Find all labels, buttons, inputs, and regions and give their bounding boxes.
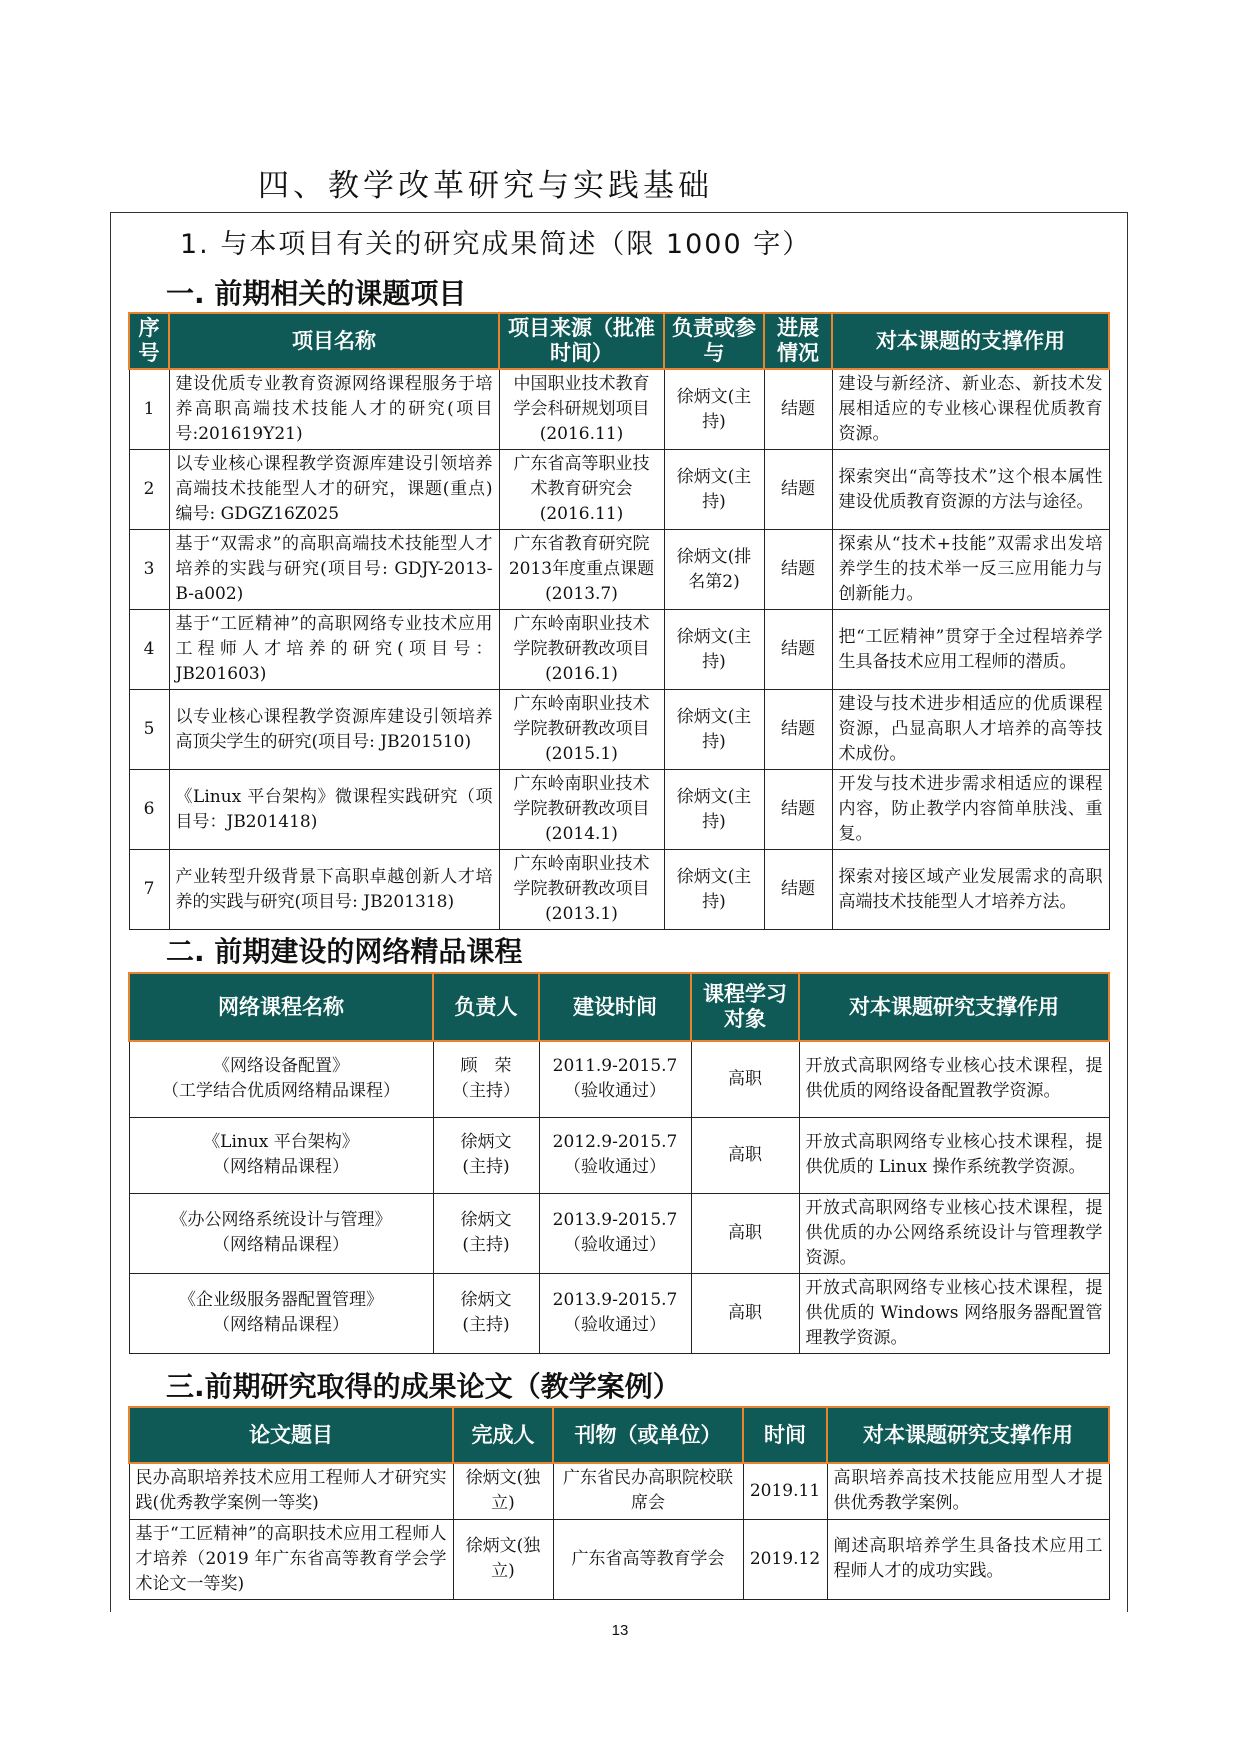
cell-source: 广东岭南职业技术学院教研教改项目(2016.1) bbox=[499, 610, 664, 690]
page-number: 13 bbox=[611, 1622, 629, 1639]
table-row bbox=[129, 1041, 1109, 1117]
cell-source: 广东岭南职业技术学院教研教改项目(2015.1) bbox=[499, 690, 664, 770]
table-row bbox=[129, 530, 1109, 610]
check-text: （验收通过） bbox=[564, 1157, 666, 1177]
col-header-support: 对本课题的支撑作用 bbox=[832, 313, 1109, 369]
table-row bbox=[129, 850, 1109, 930]
cell-name: 基于“工匠精神”的高职网络专业技术应用工程师人才培养的研究(项目号：JB201603) bbox=[169, 610, 499, 690]
check-text: （验收通过） bbox=[564, 1081, 666, 1102]
subsection-title: 1. 与本项目有关的研究成果简述（限 1000 字） bbox=[180, 229, 812, 260]
course-name: 《Linux 平台架构》 bbox=[203, 1132, 359, 1152]
period-text: 2013.9-2015.7 bbox=[552, 1210, 678, 1230]
person-name: 顾 荣 bbox=[460, 1056, 512, 1077]
col-header-source: 项目来源（批准时间） bbox=[499, 313, 664, 369]
col-header-course: 网络课程名称 bbox=[129, 973, 433, 1041]
cell-period bbox=[539, 1117, 691, 1193]
cell-source: 广东岭南职业技术学院教研教改项目(2013.1) bbox=[499, 850, 664, 930]
cell-time: 2019.11 bbox=[743, 1463, 827, 1519]
cell-support: 开发与技术进步需求相适应的课程内容，防止教学内容简单肤浅、重复。 bbox=[832, 770, 1109, 850]
person-role: (主持) bbox=[462, 1157, 510, 1177]
cell-course bbox=[129, 1041, 433, 1117]
cell-no: 6 bbox=[129, 770, 169, 850]
cell-name: 《Linux 平台架构》微课程实践研究（项目号：JB201418) bbox=[169, 770, 499, 850]
paper-table-header bbox=[129, 1407, 1109, 1463]
cell-journal: 广东省高等教育学会 bbox=[553, 1519, 743, 1599]
course-type: （网络精品课程） bbox=[213, 1315, 349, 1335]
cell-source: 中国职业技术教育学会科研规划项目 (2016.11) bbox=[499, 369, 664, 450]
cell-no: 2 bbox=[129, 450, 169, 530]
course-name: 《企业级服务器配置管理》 bbox=[179, 1290, 383, 1310]
cell-support: 探索突出“高等技术”这个根本属性建设优质教育资源的方法与途径。 bbox=[832, 450, 1109, 530]
cell-support: 开放式高职网络专业核心技术课程，提供优质的办公网络系统设计与管理教学资源。 bbox=[799, 1193, 1109, 1273]
cell-support: 开放式高职网络专业核心技术课程，提供优质的 Linux 操作系统教学资源。 bbox=[799, 1117, 1109, 1193]
col-header-status: 进展情况 bbox=[764, 313, 832, 369]
cell-time: 2019.12 bbox=[743, 1519, 827, 1599]
check-text: （验收通过） bbox=[564, 1235, 666, 1255]
person-name: 徐炳文 bbox=[460, 1132, 512, 1152]
cell-status: 结题 bbox=[764, 770, 832, 850]
col-header-author: 完成人 bbox=[453, 1407, 553, 1463]
table-row bbox=[129, 1193, 1109, 1273]
cell-support: 建设与新经济、新业态、新技术发展相适应的专业核心课程优质教育资源。 bbox=[832, 369, 1109, 450]
cell-person bbox=[433, 1117, 539, 1193]
cell-course bbox=[129, 1273, 433, 1353]
cell-target: 高职 bbox=[691, 1273, 799, 1353]
cell-role: 徐炳文(主持) bbox=[664, 690, 764, 770]
check-text: （验收通过） bbox=[564, 1315, 666, 1335]
course-table bbox=[128, 972, 1110, 1354]
cell-period bbox=[539, 1041, 691, 1117]
page-title: 四、教学改革研究与实践基础 bbox=[258, 168, 713, 204]
cell-title: 民办高职培养技术应用工程师人才研究实践(优秀教学案例一等奖) bbox=[129, 1463, 453, 1519]
cell-role: 徐炳文(主持) bbox=[664, 850, 764, 930]
person-name: 徐炳文 bbox=[460, 1210, 512, 1230]
cell-role: 徐炳文(排名第2) bbox=[664, 530, 764, 610]
course-name: 《办公网络系统设计与管理》 bbox=[170, 1210, 392, 1230]
person-role: （主持） bbox=[452, 1081, 520, 1102]
project-table bbox=[128, 312, 1110, 930]
table-row bbox=[129, 690, 1109, 770]
course-type: （网络精品课程） bbox=[213, 1235, 349, 1255]
section2-heading: 二. 前期建设的网络精品课程 bbox=[166, 935, 523, 968]
cell-status: 结题 bbox=[764, 530, 832, 610]
col-header-title: 论文题目 bbox=[129, 1407, 453, 1463]
cell-source: 广东省高等职业技术教育研究会 (2016.11) bbox=[499, 450, 664, 530]
cell-name: 建设优质专业教育资源网络课程服务于培养高职高端技术技能人才的研究(项目号:201619Y21) bbox=[169, 369, 499, 450]
table-row bbox=[129, 770, 1109, 850]
cell-name: 以专业核心课程教学资源库建设引领培养高顶尖学生的研究(项目号: JB201510) bbox=[169, 690, 499, 770]
col-header-target: 课程学习对象 bbox=[691, 973, 799, 1041]
col-header-support: 对本课题研究支撑作用 bbox=[827, 1407, 1109, 1463]
cell-support: 探索从“技术+技能”双需求出发培养学生的技术举一反三应用能力与创新能力。 bbox=[832, 530, 1109, 610]
col-header-name: 项目名称 bbox=[169, 313, 499, 369]
table-row bbox=[129, 1519, 1109, 1599]
table-row bbox=[129, 369, 1109, 450]
cell-no: 5 bbox=[129, 690, 169, 770]
cell-person bbox=[433, 1041, 539, 1117]
cell-target: 高职 bbox=[691, 1041, 799, 1117]
cell-source: 广东省教育研究院2013年度重点课题(2013.7) bbox=[499, 530, 664, 610]
cell-no: 7 bbox=[129, 850, 169, 930]
cell-course bbox=[129, 1117, 433, 1193]
person-role: (主持) bbox=[462, 1315, 510, 1335]
course-type: （工学结合优质网络精品课程） bbox=[162, 1081, 400, 1102]
cell-person bbox=[433, 1273, 539, 1353]
cell-journal: 广东省民办高职院校联席会 bbox=[553, 1463, 743, 1519]
cell-title: 基于“工匠精神”的高职技术应用工程师人才培养（2019 年广东省高等教育学会学术论文一等奖) bbox=[129, 1519, 453, 1599]
cell-role: 徐炳文(主持) bbox=[664, 369, 764, 450]
paper-table bbox=[128, 1406, 1110, 1600]
period-text: 2011.9-2015.7 bbox=[552, 1056, 678, 1077]
cell-source: 广东岭南职业技术学院教研教改项目(2014.1) bbox=[499, 770, 664, 850]
col-header-support: 对本课题研究支撑作用 bbox=[799, 973, 1109, 1041]
course-table-header bbox=[129, 973, 1109, 1041]
cell-period bbox=[539, 1193, 691, 1273]
cell-name: 以专业核心课程教学资源库建设引领培养高端技术技能型人才的研究，课题(重点)编号: GDGZ16Z025 bbox=[169, 450, 499, 530]
project-table-header bbox=[129, 313, 1109, 369]
cell-support: 探索对接区域产业发展需求的高职高端技术技能型人才培养方法。 bbox=[832, 850, 1109, 930]
col-header-no: 序号 bbox=[129, 313, 169, 369]
cell-status: 结题 bbox=[764, 369, 832, 450]
person-role: (主持) bbox=[462, 1235, 510, 1255]
col-header-role: 负责或参与 bbox=[664, 313, 764, 369]
cell-period bbox=[539, 1273, 691, 1353]
cell-no: 1 bbox=[129, 369, 169, 450]
cell-author: 徐炳文(独立) bbox=[453, 1519, 553, 1599]
section1-heading: 一. 前期相关的课题项目 bbox=[166, 277, 467, 310]
period-text: 2013.9-2015.7 bbox=[552, 1290, 678, 1310]
cell-name: 基于“双需求”的高职高端技术技能型人才培养的实践与研究(项目号: GDJY-2013-B-a002) bbox=[169, 530, 499, 610]
section3-heading: 三.前期研究取得的成果论文（教学案例） bbox=[166, 1370, 681, 1403]
table-row bbox=[129, 1117, 1109, 1193]
col-header-time: 时间 bbox=[743, 1407, 827, 1463]
cell-status: 结题 bbox=[764, 610, 832, 690]
table-row bbox=[129, 610, 1109, 690]
cell-role: 徐炳文(主持) bbox=[664, 610, 764, 690]
cell-support: 阐述高职培养学生具备技术应用工程师人才的成功实践。 bbox=[827, 1519, 1109, 1599]
period-text: 2012.9-2015.7 bbox=[552, 1132, 678, 1152]
cell-support: 开放式高职网络专业核心技术课程，提供优质的网络设备配置教学资源。 bbox=[799, 1041, 1109, 1117]
table-row bbox=[129, 450, 1109, 530]
cell-support: 建设与技术进步相适应的优质课程资源，凸显高职人才培养的高等技术成份。 bbox=[832, 690, 1109, 770]
cell-status: 结题 bbox=[764, 850, 832, 930]
cell-target: 高职 bbox=[691, 1117, 799, 1193]
cell-target: 高职 bbox=[691, 1193, 799, 1273]
col-header-person: 负责人 bbox=[433, 973, 539, 1041]
cell-name: 产业转型升级背景下高职卓越创新人才培养的实践与研究(项目号: JB201318) bbox=[169, 850, 499, 930]
cell-no: 4 bbox=[129, 610, 169, 690]
cell-status: 结题 bbox=[764, 690, 832, 770]
cell-no: 3 bbox=[129, 530, 169, 610]
col-header-period: 建设时间 bbox=[539, 973, 691, 1041]
cell-author: 徐炳文(独立) bbox=[453, 1463, 553, 1519]
table-row bbox=[129, 1463, 1109, 1519]
cell-support: 把“工匠精神”贯穿于全过程培养学生具备技术应用工程师的潜质。 bbox=[832, 610, 1109, 690]
course-name: 《网络设备配置》 bbox=[213, 1056, 349, 1077]
cell-role: 徐炳文(主持) bbox=[664, 450, 764, 530]
cell-role: 徐炳文(主持) bbox=[664, 770, 764, 850]
cell-course bbox=[129, 1193, 433, 1273]
person-name: 徐炳文 bbox=[460, 1290, 512, 1310]
cell-status: 结题 bbox=[764, 450, 832, 530]
cell-support: 开放式高职网络专业核心技术课程，提供优质的 Windows 网络服务器配置管理教学资源。 bbox=[799, 1273, 1109, 1353]
cell-person bbox=[433, 1193, 539, 1273]
col-header-journal: 刊物（或单位） bbox=[553, 1407, 743, 1463]
course-type: （网络精品课程） bbox=[213, 1157, 349, 1177]
table-row bbox=[129, 1273, 1109, 1353]
cell-support: 高职培养高技术技能应用型人才提供优秀教学案例。 bbox=[827, 1463, 1109, 1519]
